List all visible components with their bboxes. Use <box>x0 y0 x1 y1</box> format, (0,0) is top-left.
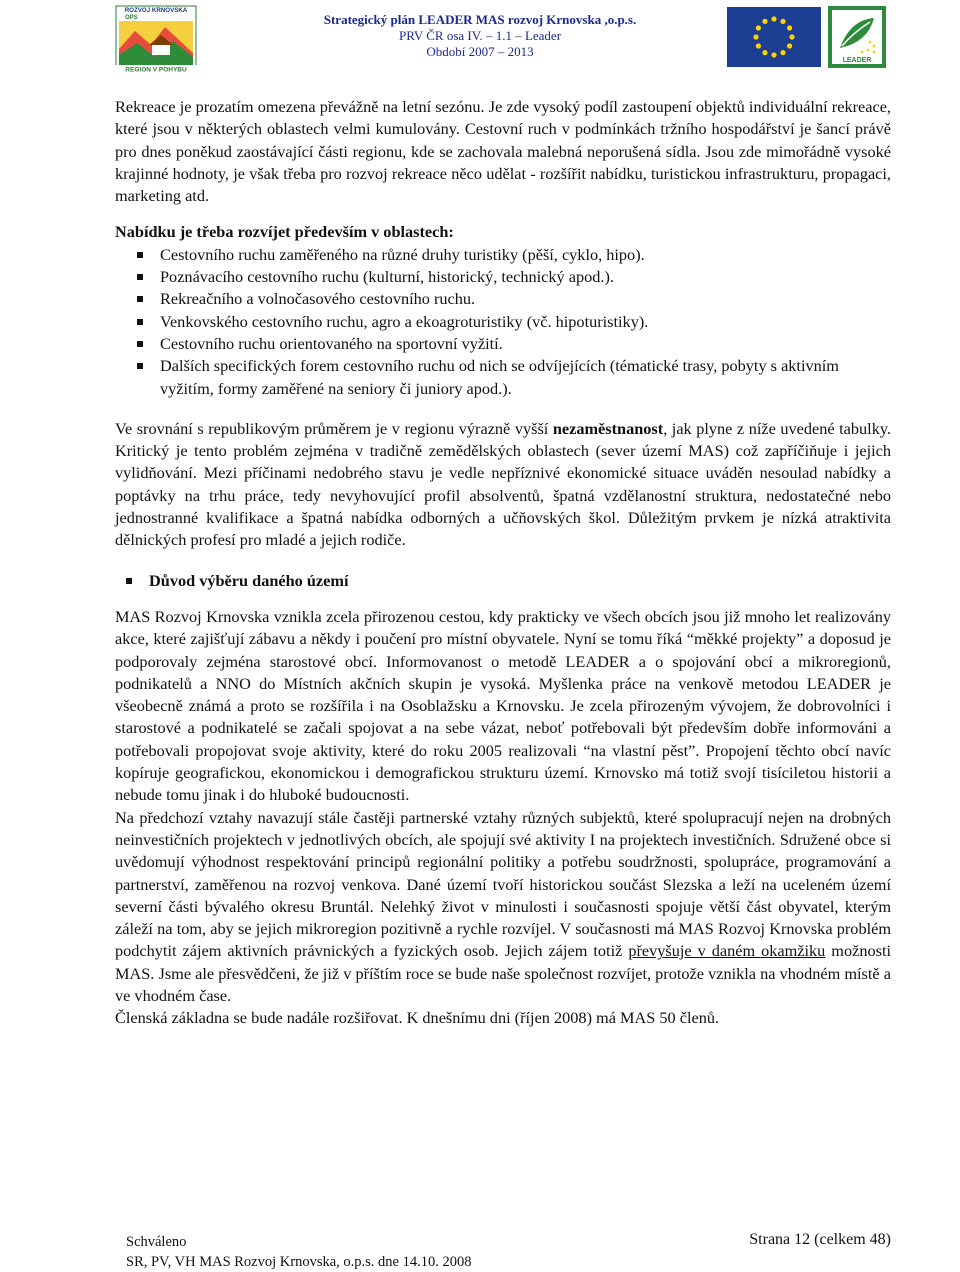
offer-heading: Nabídku je třeba rozvíjet především v oblastech: <box>115 222 454 242</box>
paragraph-unemployment: Ve srovnání s republikovým průměrem je v regionu výrazně vyšší nezaměstnanost, jak plyne z níže uvedené tabulky. Kritický je tento problém zejména v tradičně zemědělských oblastech (sever území MAS) což zapříčiňuje i jejich vylidňování. Mezi příčinami nedobrého stavu je vedle nepříznivé ekonomické situace uváděn nesoulad nabídky a poptávky na trhu práce, tedy nevyhovující profil absolventů, špatná vzdělanostní struktura, nedostatečné nebo jednostranné kvalifikace a špatná nabídka odborných a učňovských škol. Důležitým prvkem je nízká atraktivita dělnických profesí pro mladé a jejich rodiče. <box>115 418 891 550</box>
leader-logo <box>828 6 886 68</box>
page-number: Strana 12 (celkem 48) <box>749 1231 891 1248</box>
approval-note: Schváleno SR, PV, VH MAS Rozvoj Krnovska, o.p.s. dne 14.10. 2008 <box>126 1234 472 1270</box>
section-heading: Důvod výběru daného území <box>115 570 891 592</box>
mas-logo <box>115 5 197 73</box>
page-header <box>0 0 960 80</box>
period-line: Období 2007 – 2013 <box>426 44 534 59</box>
paragraph-membership: Členská základna se bude nadále rozšiřovat. K dnešnímu dni (říjen 2008) má MAS 50 členů. <box>115 1008 720 1028</box>
header-text <box>280 12 680 60</box>
list-item: Cestovního ruchu zaměřeného na různé druhy turistiky (pěší, cyklo, hipo). <box>135 244 891 266</box>
document-body <box>115 96 891 1030</box>
unemployment-term: nezaměstnanost <box>552 418 664 438</box>
paragraph-partnership: Na předchozí vztahy navazují stále častěji partnerské vztahy různých subjektů, které spolupracují nejen na drobných neinvestičních projektech v jednotlivých obcích, ale spojují své aktivity I na projektech investičních. Sdružené obce si uvědomují výhodnost respektování principů regionální politiky a potřebu soudržnosti, spolupráce, programování a partnerství, zaměřenou na rozvoj venkova. Dané území tvoří historickou součást Slezska a leží na uceleném území severní části bývalého okresu Bruntál. Nelehký život v minulosti i současnosti spojuje větší část obyvatel, kterým záleží na tom, aby se jejich mikroregion pozitivně a rychle rozvíjel. V současnosti má MAS Rozvoj Krnovska problém podchytit zájem aktivních právnických a fyzických osob. Jejich zájem totiž převyšuje v daném okamžiku možnosti MAS. Jsme ale přesvědčeni, že již v příštím roce se bude naše společnost rozvíjet, protože vznikla na vhodném místě a ve vhodném čase. <box>115 807 891 1005</box>
list-item: Poznávacího cestovního ruchu (kulturní, historický, technický apod.). <box>135 266 891 288</box>
page-footer <box>126 1230 891 1270</box>
document-title: Strategický plán LEADER MAS rozvoj Krnovska ,o.p.s. <box>323 12 637 27</box>
offer-list <box>115 244 891 400</box>
underlined-phrase: převyšuje v daném okamžiku <box>628 941 826 961</box>
svg-text:OPS: OPS <box>125 15 138 21</box>
list-item: Cestovního ruchu orientovaného na sportovní vyžití. <box>135 333 891 355</box>
list-item: Dalších specifických forem cestovního ruchu od nich se odvíjejících (tématické trasy, pobyty s aktivním vyžitím, formy zaměřené na seniory či juniory apod.). <box>135 355 891 400</box>
program-line: PRV ČR osa IV. – 1.1 – Leader <box>398 28 562 43</box>
list-item: Venkovského cestovního ruchu, agro a ekoagroturistiky (vč. hipoturistiky). <box>135 311 891 333</box>
svg-text:REGION V POHYBU: REGION V POHYBU <box>125 66 187 73</box>
svg-text:LEADER: LEADER <box>842 57 872 64</box>
svg-text:ROZVOJ KRNOVSKA: ROZVOJ KRNOVSKA <box>124 7 188 14</box>
list-item: Rekreačního a volnočasového cestovního ruchu. <box>135 288 891 310</box>
paragraph-recreation: Rekreace je prozatím omezena převážně na letní sezónu. Je zde vysoký podíl zastoupení objektů individuální rekreace, které jsou v některých oblastech velmi kumulovány. Cestovní ruch v podmínkách tržního hospodářství je šancí právě pro dnes poněkud zaostávající části regionu, kde se zachovala malebná neporušená sídla. Jsou zde mimořádně vysoké krajinné hodnoty, je však třeba pro rozvoj rekreace něco udělat - rozšířit nabídku, turistickou infrastrukturu, propagaci, marketing atd. <box>115 97 891 206</box>
paragraph-origin: MAS Rozvoj Krnovska vznikla zcela přirozenou cestou, kdy prakticky ve všech obcích jsou již mnoho let realizovány akce, které zajišťují zábavu a někdy i poučení pro místní obyvatele. Nyní se tomu říká “měkké projekty” a doposud je podporovaly zejména starostové obcí. Informovanost o metodě LEADER a o spojování obcí a mikroregionů, podnikatelů a NNO do Místních akčních skupin je vysoká. Myšlenka práce na venkově metodou LEADER je všeobecně známá a proto se rozšířila i na Osoblažsku a Krnovsku. Je zcela přirozeným vývojem, že dobrovolníci i starostové a podnikatelé se začali spojovat a na sebe vázat, neboť potřebovali být především dobře informováni a potřebovali propojovat svoje aktivity, které do roku 2005 realizovali “na vlastní pěst”. Propojení těchto obcí navíc kopíruje geografickou, ekonomickou i demografickou strukturu území. Krnovsko má totiž svojí tisíciletou historii a nebude tomu jinak i do hluboké budoucnosti. <box>115 606 891 805</box>
eu-flag-logo <box>727 7 821 67</box>
